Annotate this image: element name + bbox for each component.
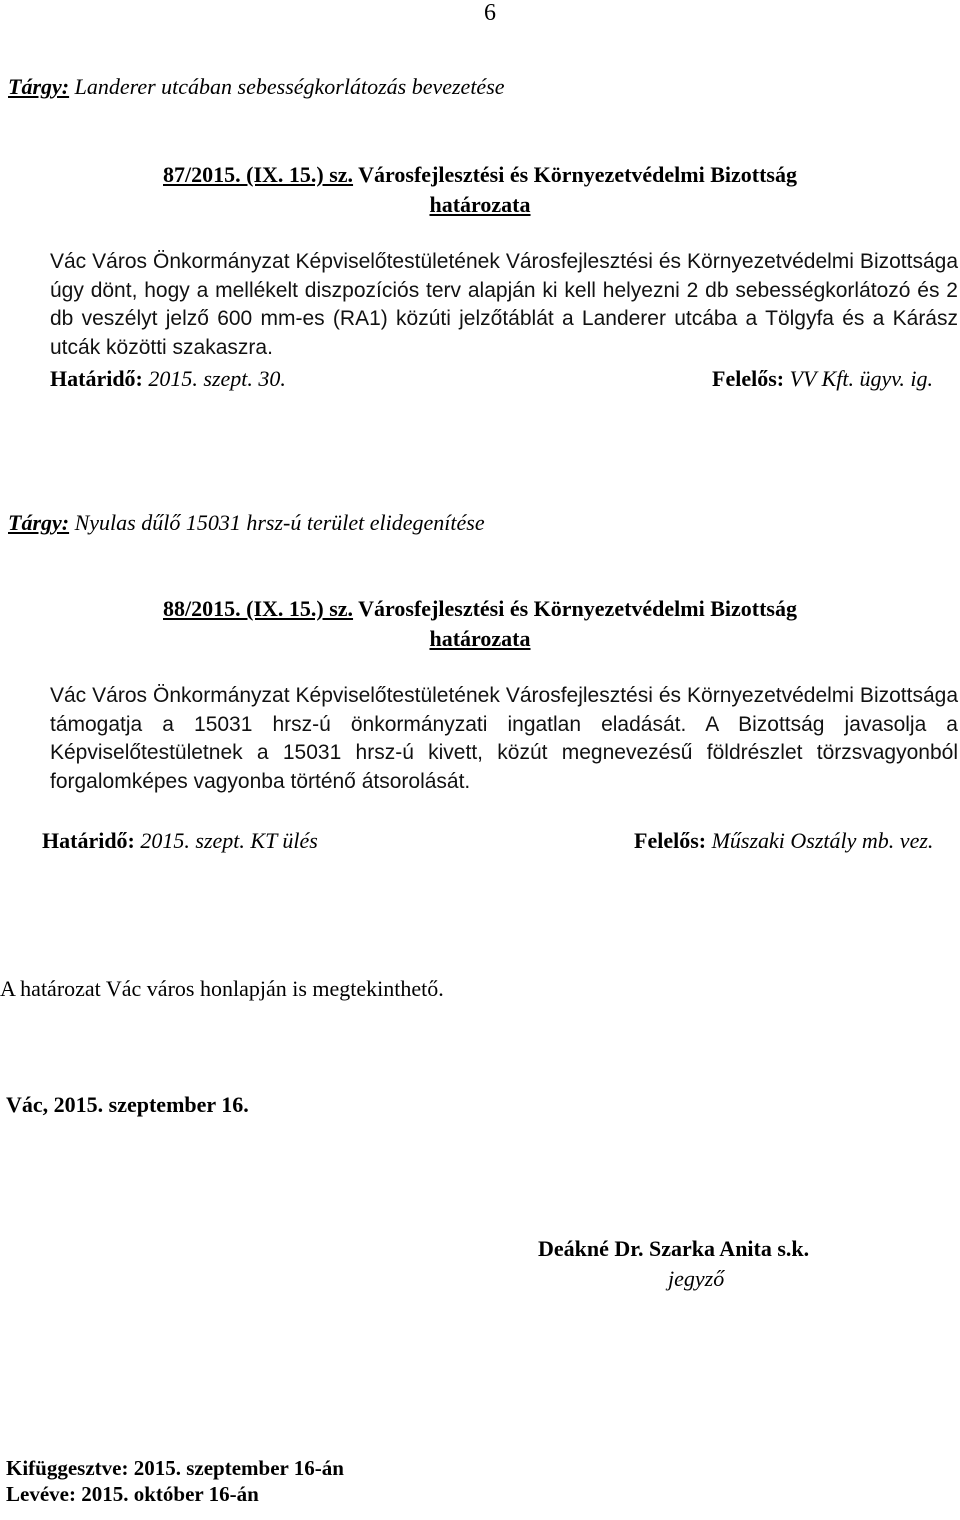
website-note: A határozat Vác város honlapján is megtekinthető.	[0, 976, 444, 1001]
resolution-word-2: határozata	[429, 626, 531, 651]
responsible-value: Műszaki Osztály mb. vez.	[706, 828, 934, 853]
removed-date: Levéve: 2015. október 16-án	[6, 1482, 259, 1506]
responsible-1	[712, 366, 933, 392]
signatory-title: jegyző	[668, 1266, 725, 1291]
responsible-label: Felelős:	[634, 828, 707, 853]
resolution-number: 87/2015. (IX. 15.) sz.	[163, 162, 354, 187]
page-number: 6	[484, 0, 496, 26]
subject-text: Nyulas dűlő 15031 hrsz-ú terület elidegenítése	[69, 510, 485, 535]
deadline-value: 2015. szept. 30.	[142, 366, 286, 391]
deadline-1	[50, 366, 286, 392]
resolution-number: 88/2015. (IX. 15.) sz.	[163, 596, 354, 621]
resolution-word-1: határozata	[429, 192, 531, 217]
responsible-2	[634, 828, 933, 854]
subject-label: Tárgy:	[8, 74, 70, 99]
subject-line-2	[8, 510, 485, 536]
posted-date: Kifüggesztve: 2015. szeptember 16-án	[6, 1456, 344, 1480]
subject-text: Landerer utcában sebességkorlátozás bevezetése	[69, 74, 505, 99]
subject-label: Tárgy:	[8, 510, 70, 535]
deadline-2	[42, 828, 318, 854]
resolution-body-1: Vác Város Önkormányzat Képviselőtestületének Városfejlesztési és Környezetvédelmi Bizottsága úgy dönt, hogy a mellékelt diszpozíciós terv alapján ki kell helyezni 2 db sebességkorlátozó és 2 db veszélyt jelző 600 mm-es (RA1) közúti jelzőtáblát a Landerer utcába a Tölgyfa és a Kárász utcák közötti szakaszra.	[50, 250, 958, 359]
deadline-label: Határidő:	[50, 366, 143, 391]
committee-name: Városfejlesztési és Környezetvédelmi Bizottság	[358, 162, 797, 187]
place-date: Vác, 2015. szeptember 16.	[6, 1092, 249, 1117]
responsible-label: Felelős:	[712, 366, 785, 391]
responsible-value: VV Kft. ügyv. ig.	[784, 366, 933, 391]
deadline-label: Határidő:	[42, 828, 135, 853]
subject-line-1	[8, 74, 505, 100]
resolution-heading-2	[0, 596, 960, 622]
committee-name: Városfejlesztési és Környezetvédelmi Bizottság	[358, 596, 797, 621]
signatory-name: Deákné Dr. Szarka Anita s.k.	[538, 1236, 810, 1261]
resolution-heading-1	[0, 162, 960, 188]
deadline-value: 2015. szept. KT ülés	[134, 828, 318, 853]
resolution-body-2: Vác Város Önkormányzat Képviselőtestületének Városfejlesztési és Környezetvédelmi Bizottsága támogatja a 15031 hrsz-ú önkormányzati ingatlan eladását. A Bizottság javasolja a Képviselőtestületnek a 15031 hrsz-ú kivett, közút megnevezésű földrészlet törzsvagyonból forgalomképes vagyonba történő átsorolását.	[50, 684, 958, 793]
